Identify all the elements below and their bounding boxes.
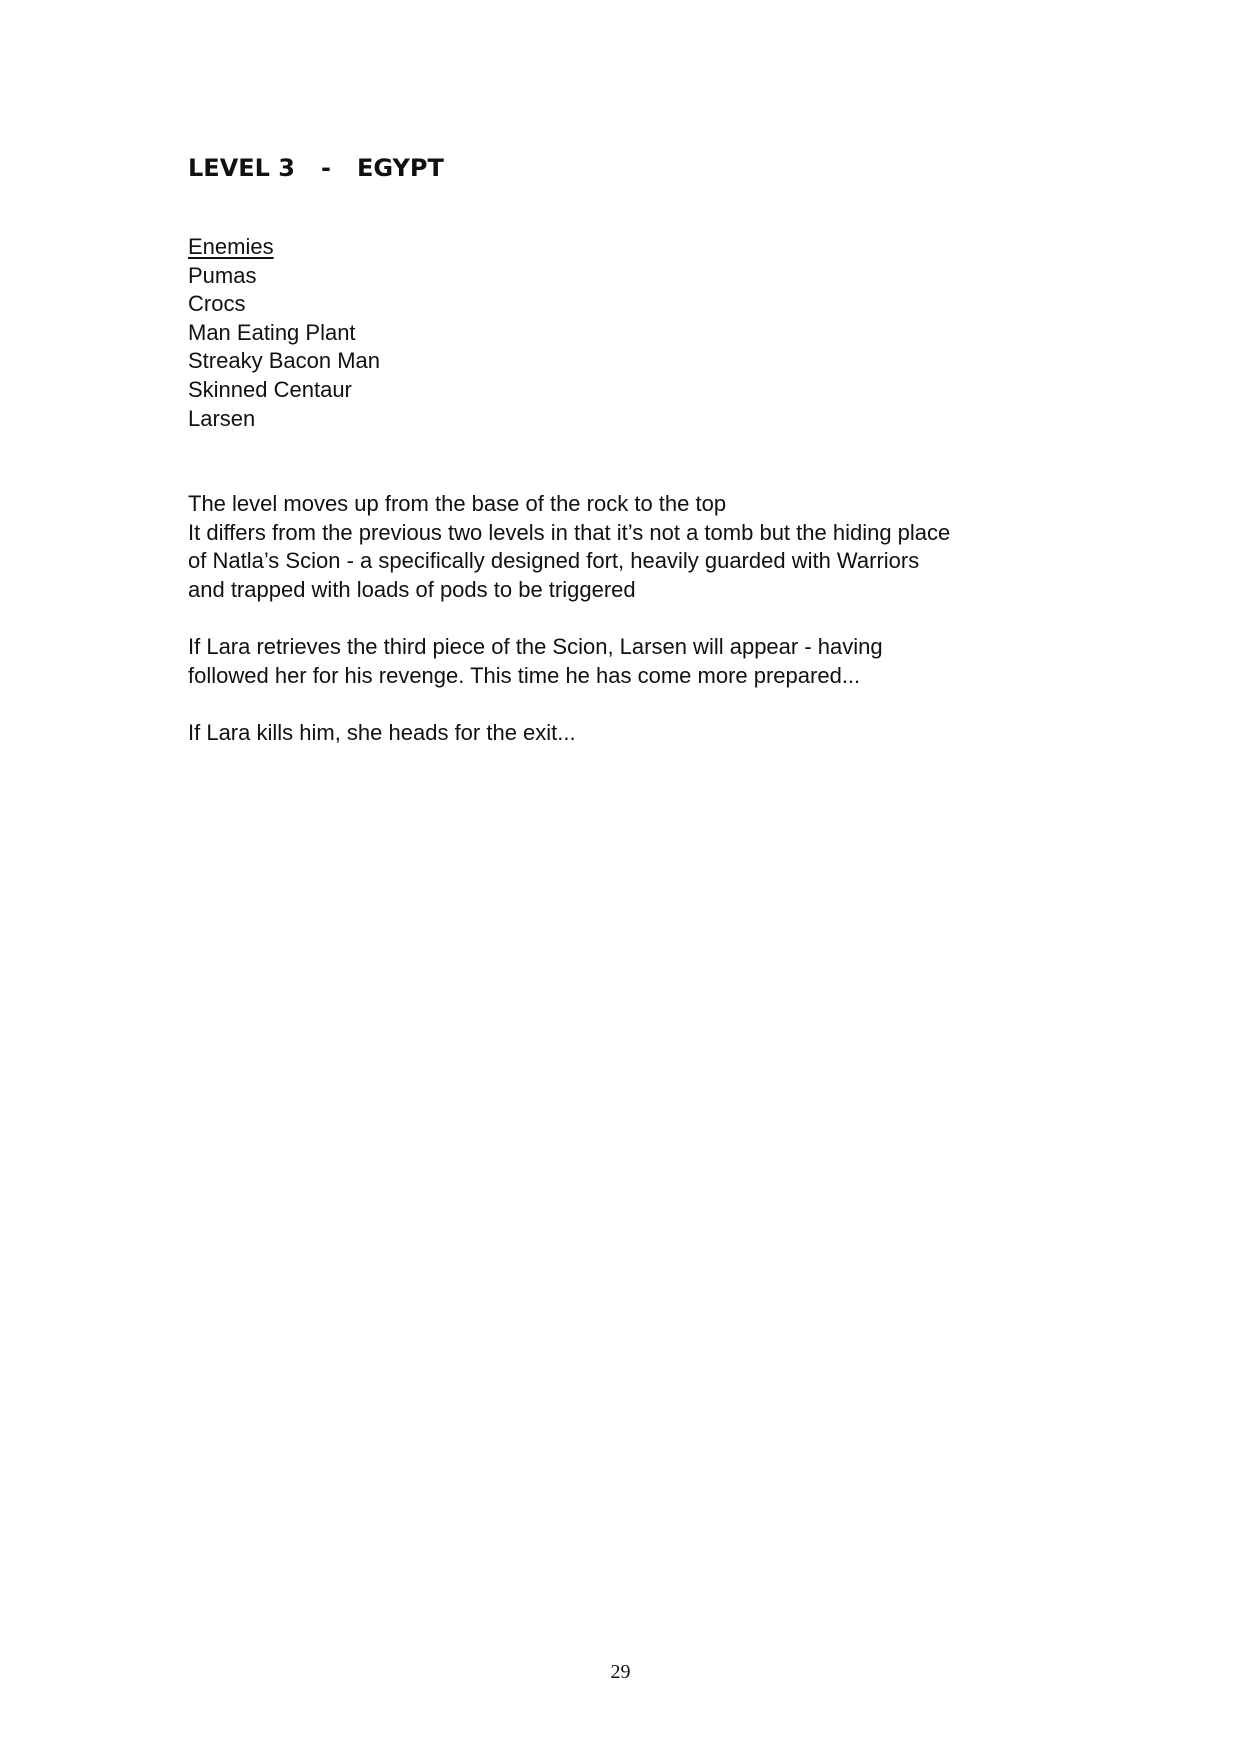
paragraph-line: If Lara kills him, she heads for the exit... (188, 719, 576, 745)
enemy-item: Streaky Bacon Man (188, 348, 380, 374)
enemy-item: Skinned Centaur (188, 376, 352, 402)
paragraph-line: of Natla’s Scion - a specifically designed fort, heavily guarded with Warriors (188, 548, 920, 574)
enemies-list (188, 262, 380, 434)
level-description (188, 490, 1088, 776)
paragraph-line: and trapped with loads of pods to be triggered (188, 576, 636, 602)
paragraph (188, 719, 1088, 748)
enemy-item: Pumas (188, 262, 257, 288)
paragraph-line: It differs from the previous two levels in that it’s not a tomb but the hiding place (188, 519, 951, 545)
heading-separator: - (321, 154, 331, 182)
paragraph-line: followed her for his revenge. This time he has come more prepared... (188, 662, 861, 688)
enemy-item: Man Eating Plant (188, 319, 356, 345)
level-location: EGYPT (356, 154, 444, 182)
page-number: 29 (610, 1661, 631, 1683)
enemy-item: Crocs (188, 291, 246, 317)
paragraph-line: If Lara retrieves the third piece of the Scion, Larsen will appear - having (188, 633, 883, 659)
paragraph-line: The level moves up from the base of the rock to the top (188, 491, 727, 516)
level-heading (188, 150, 444, 186)
enemies-label: Enemies (188, 234, 274, 259)
level-label: LEVEL 3 (188, 154, 296, 182)
paragraph (188, 633, 1088, 690)
paragraph (188, 490, 1088, 604)
enemies-section (188, 233, 380, 433)
enemy-item: Larsen (188, 405, 256, 431)
